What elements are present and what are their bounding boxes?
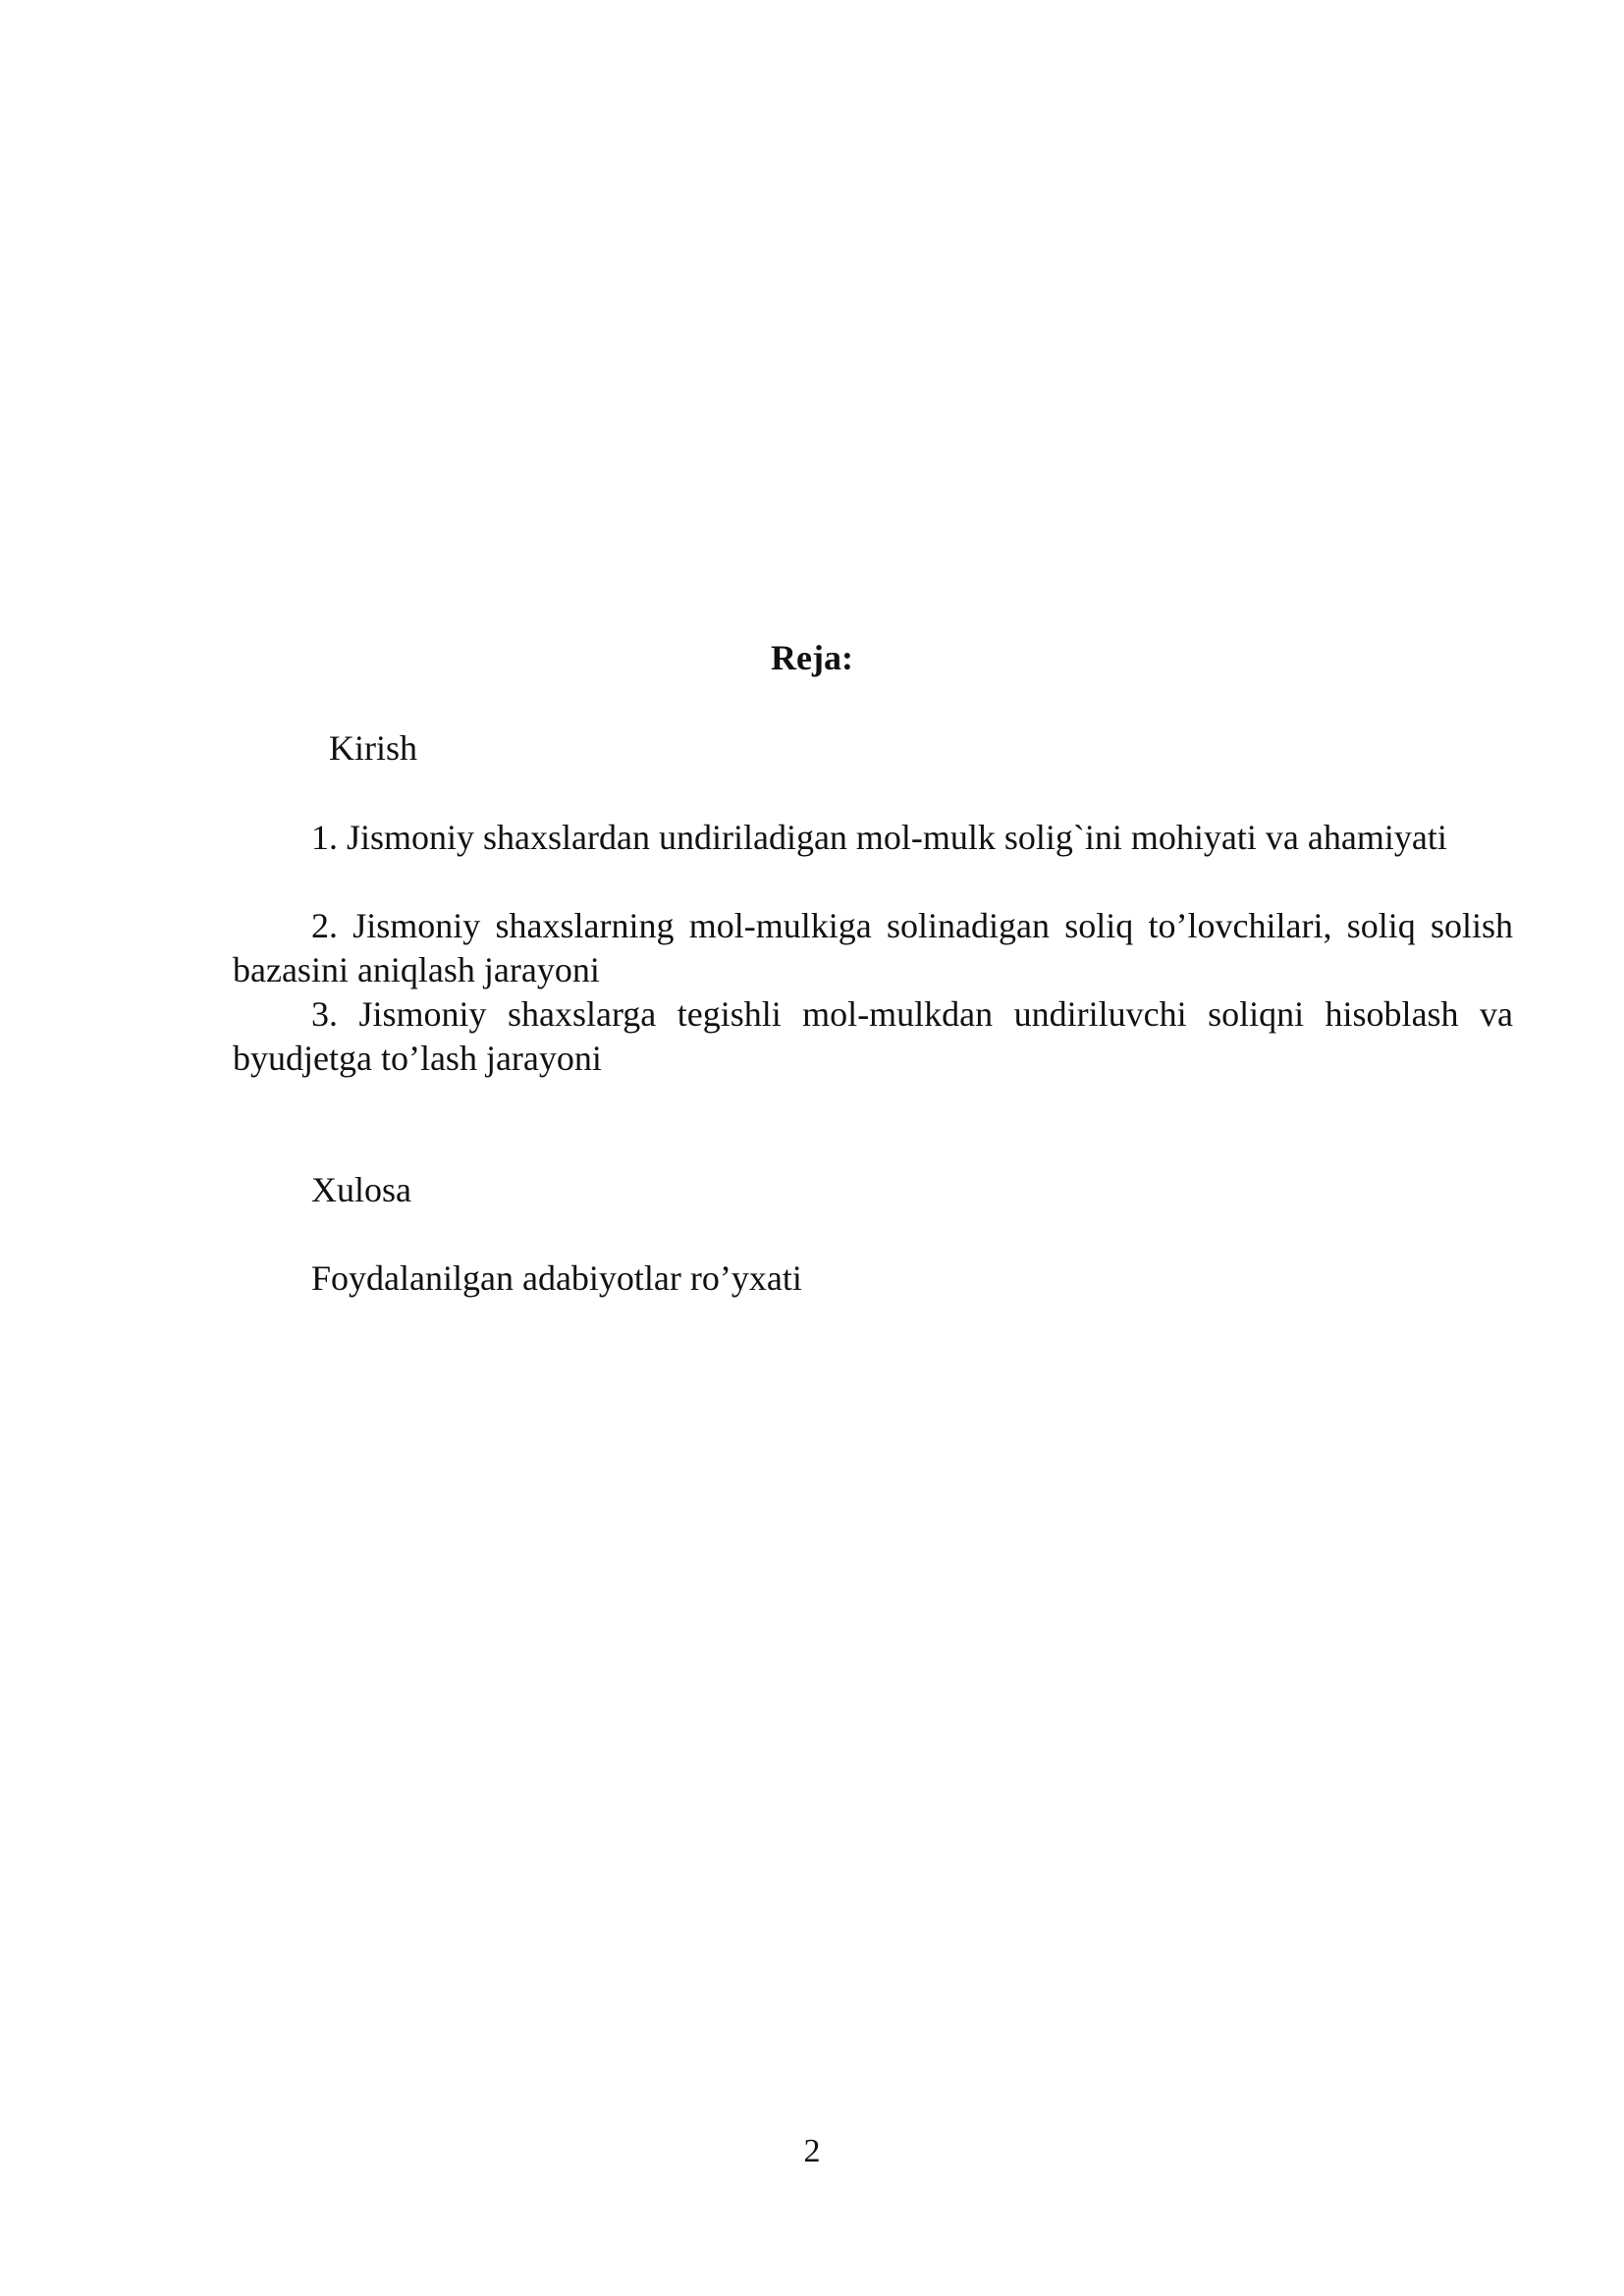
references-heading: Foydalanilgan adabiyotlar ro’yxati [311,1258,802,1298]
plan-item-2: 2. Jismoniy shaxslarning mol-mulkiga solinadigan soliq to’lovchilari, soliq solish bazasini aniqlash jarayoni [233,906,1513,989]
intro-heading: Kirish [329,728,417,768]
conclusion-heading: Xulosa [311,1170,411,1209]
plan-item-3: 3. Jismoniy shaxslarga tegishli mol-mulkdan undiriluvchi soliqni hisoblash va byudjetga to’lash jarayoni [233,994,1513,1078]
plan-item-1: 1. Jismoniy shaxslardan undiriladigan mol-mulk solig`ini mohiyati va ahamiyati [311,818,1447,857]
page-title: Reja: [771,638,853,677]
page-number: 2 [803,2133,821,2169]
